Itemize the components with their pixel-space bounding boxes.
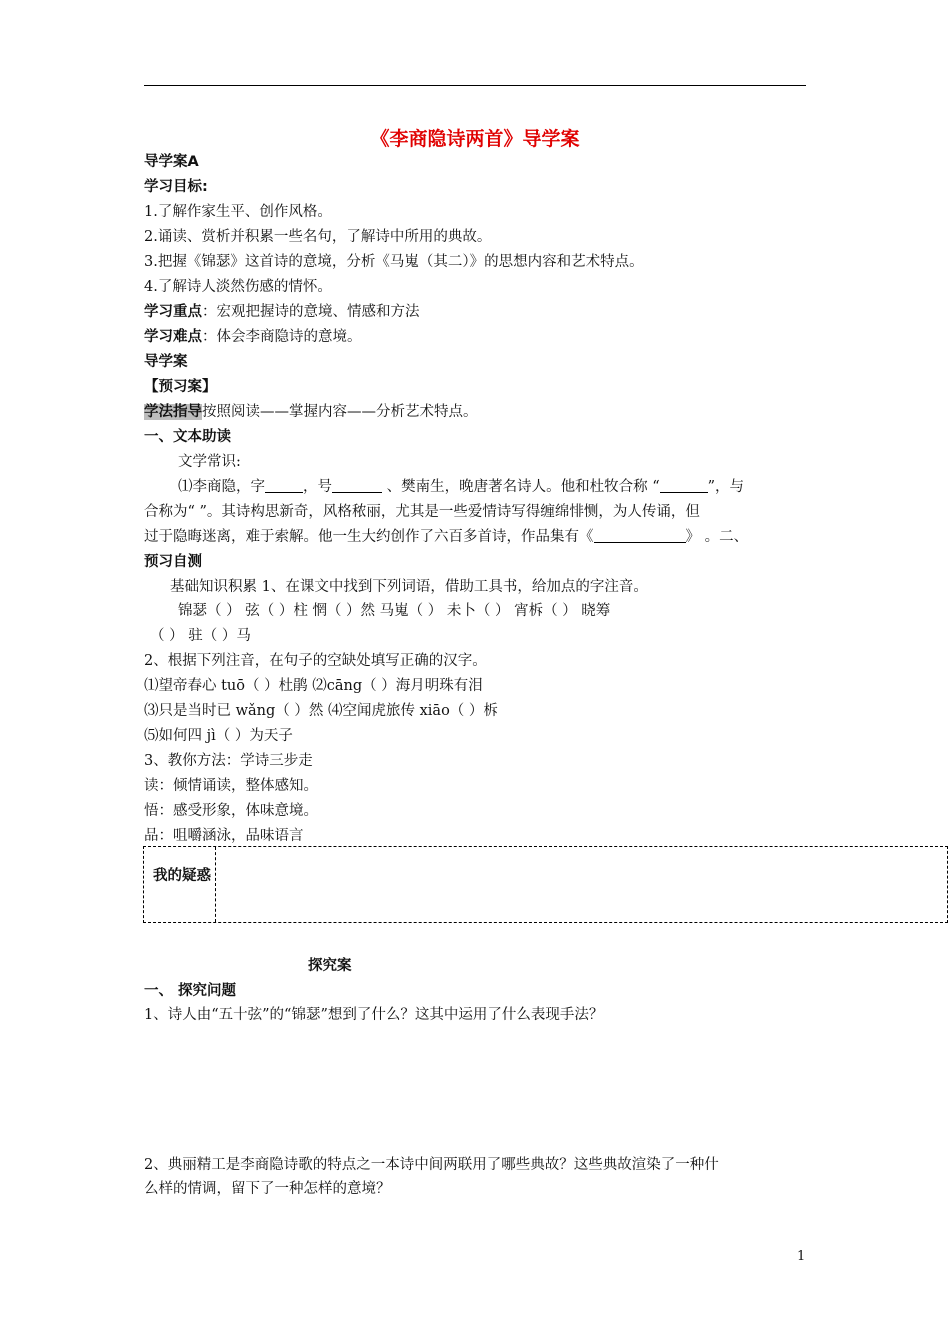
goal-item: 3.把握《锦瑟》这首诗的意境，分析《马嵬（其二）》的思想内容和艺术特点。 — [144, 254, 644, 270]
explore-question-2-cont: 么样的情调，留下了一种怎样的意境？ — [144, 1181, 391, 1197]
fill-blank[interactable] — [332, 478, 382, 493]
question-2: 2、根据下列注音，在句子的空缺处填写正确的汉字。 — [144, 653, 487, 669]
text: 》 。二、 — [685, 529, 749, 545]
text: 过于隐晦迷离，难于索解。他一生大约创作了六百多首诗，作品集有《 — [144, 529, 594, 545]
method-line — [144, 402, 809, 422]
difficulty-text: ：体会李商隐诗的意境。 — [202, 329, 362, 345]
method-3: 3、教你方法：学诗三步走 — [144, 753, 313, 769]
method-label: 学法指导 — [144, 404, 202, 420]
fill-blank[interactable] — [265, 478, 303, 493]
explore-question-1: 1、诗人由“五十弦”的“锦瑟”想到了什么？这其中运用了什么表现手法？ — [144, 1007, 604, 1023]
goal-item: 2.诵读、赏析并积累一些名句，了解诗中所用的典故。 — [144, 229, 492, 245]
explore-heading: 探究案 — [308, 958, 352, 974]
page-title: 《李商隐诗两首》导学案 — [370, 128, 580, 150]
difficulty-label: 学习难点 — [144, 329, 202, 345]
goals-heading: 学习目标: — [144, 179, 208, 195]
page-number: 1 — [797, 1249, 806, 1264]
pinyin-item: ⑶只是当时已 wǎng（ ）然 ⑷空闻虎旅传 xiāo（ ）柝 — [144, 703, 498, 719]
text: 、樊南生，晚唐著名诗人。他和杜牧合称 “ — [382, 479, 660, 495]
basic-instruction: 基础知识积累 1、在课文中找到下列词语，借助工具书，给加点的字注音。 — [170, 579, 648, 595]
text: ⑴李商隐，字 — [178, 479, 265, 495]
doubt-input-area[interactable] — [216, 847, 947, 922]
word-list-row: （ ） 驻（ ）马 — [150, 628, 251, 644]
focus-label: 学习重点 — [144, 304, 202, 320]
focus-text: ：宏观把握诗的意境、情感和方法 — [202, 304, 420, 320]
step-item: 悟：感受形象，体味意境。 — [144, 803, 318, 819]
text: ，号 — [303, 479, 332, 495]
focus-line — [144, 302, 809, 322]
fill-blank[interactable] — [594, 528, 686, 543]
word-list-row: 锦瑟（ ） 弦（ ）柱 惘（ ）然 马嵬（ ） 未卜（ ） 宵柝（ ） 晓筹 — [178, 603, 611, 619]
literary-label: 文学常识: — [178, 454, 241, 470]
method-text: 按照阅读——掌握内容——分析艺术特点。 — [202, 404, 478, 420]
step-item: 品：咀嚼涵泳，品味语言 — [144, 828, 304, 844]
selftest-heading: 预习自测 — [144, 554, 202, 570]
explore-question-2: 2、典丽精工是李商隐诗歌的特点之一本诗中间两联用了哪些典故？这些典故渲染了一种什 — [144, 1157, 719, 1173]
step-item: 读：倾情诵读，整体感知。 — [144, 778, 318, 794]
doubt-label: 我的疑惑 — [153, 868, 211, 884]
section-heading: 一、文本助读 — [144, 429, 231, 445]
doubt-label-cell — [144, 847, 216, 922]
pinyin-item: ⑸如何四 jì（ ）为天子 — [144, 728, 293, 744]
pinyin-item: ⑴望帝春心 tuō（ ）杜鹃 ⑵cāng（ ）海月明珠有泪 — [144, 678, 483, 694]
text: ”，与 — [707, 479, 745, 495]
guide-heading: 导学案 — [144, 354, 188, 370]
header-rule — [144, 85, 806, 86]
literary-line-2: 合称为“ ”。其诗构思新奇，风格秾丽，尤其是一些爱情诗写得缠绵悱恻，为人传诵，但 — [144, 504, 700, 520]
preview-heading: 【预习案】 — [144, 379, 217, 395]
goal-item: 4.了解诗人淡然伤感的情怀。 — [144, 279, 332, 295]
goal-item: 1.了解作家生平、创作风格。 — [144, 204, 332, 220]
fill-blank[interactable] — [660, 478, 708, 493]
difficulty-line — [144, 327, 809, 347]
explore-section: 一、 探究问题 — [144, 983, 237, 999]
section-label-a: 导学案A — [144, 154, 199, 170]
literary-line-3 — [144, 527, 809, 547]
doubt-box — [143, 846, 948, 923]
literary-line-1 — [178, 477, 843, 497]
